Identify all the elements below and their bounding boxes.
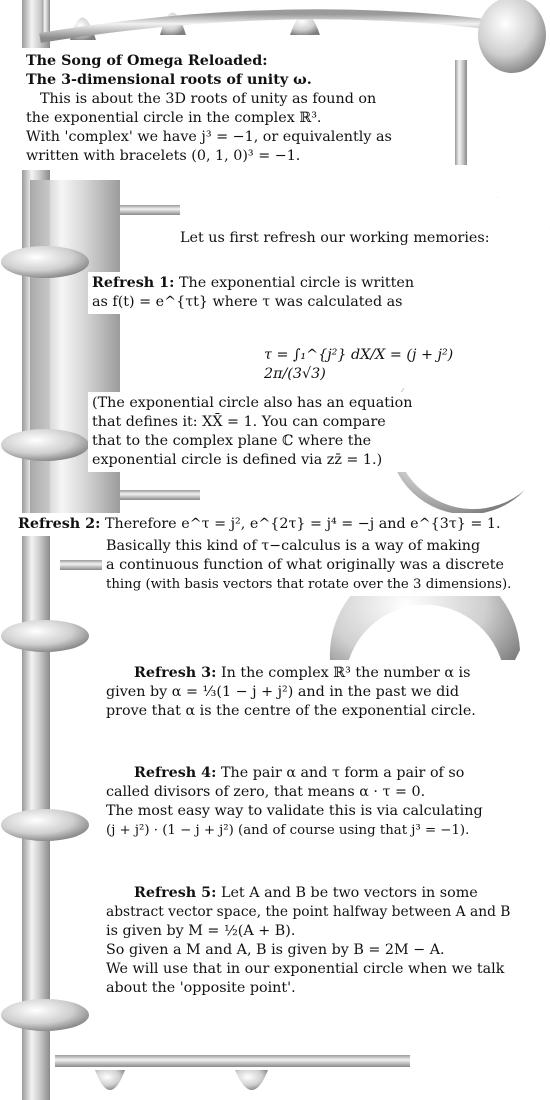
intro-line4: written with bracelets (0, 1, 0)³ = −1. [26, 148, 301, 164]
refresh1-formula-block [260, 328, 508, 388]
refresh4-line2: called divisors of zero, that means α · τ = 0. [106, 784, 426, 800]
refresh1-block [88, 272, 506, 314]
refresh3-label: Refresh 3: [134, 665, 217, 681]
refresh1-paren1: (The exponential circle also has an equation [92, 395, 413, 411]
page-title-line1: The Song of Omega Reloaded: [26, 53, 268, 69]
refresh2-line4: thing (with basis vectors that rotate over the 3 dimensions). [106, 577, 512, 592]
refresh4-line3: The most easy way to validate this is via calculating [106, 803, 483, 819]
refresh2-line1: Therefore e^τ = j², e^{2τ} = j⁴ = −j and e^{3τ} = 1. [104, 516, 501, 532]
refresh2-line2: Basically this kind of τ−calculus is a way of making [106, 538, 481, 554]
header-block [22, 48, 448, 170]
bottom-bar-shape [55, 1055, 410, 1067]
refresh5-line2: abstract vector space, the point halfway between A and B [106, 904, 511, 920]
refresh4-block [102, 760, 550, 844]
refresh1-paren4: exponential circle is defined via zz̄ = 1.) [92, 452, 383, 468]
refresh1-label: Refresh 1: [92, 275, 175, 291]
refresh2-label: Refresh 2: [18, 516, 101, 532]
refresh1-formula: τ = ∫₁^{j²} dX/X = (j + j²) 2π/(3√3) [264, 347, 454, 382]
refresh1-line1: The exponential circle is written [178, 275, 415, 291]
refresh4-line4: (j + j²) · (1 − j + j²) (and of course using that j³ = −1). [106, 823, 470, 838]
refresh5-line3: is given by M = ½(A + B). [106, 923, 296, 939]
refresh3-block [102, 660, 530, 725]
refresh3-line2: given by α = ⅓(1 − j + j²) and in the past we did [106, 684, 460, 700]
refresh2-cont-block [102, 535, 550, 596]
intro-line2: the exponential circle in the complex ℝ³. [26, 110, 322, 126]
page-title-line2: The 3-dimensional roots of unity ω. [26, 72, 312, 88]
refresh5-label: Refresh 5: [134, 885, 217, 901]
refresh1-paren3: that to the complex plane ℂ where the [92, 433, 372, 449]
refresh3-line1: In the complex ℝ³ the number α is [220, 665, 471, 681]
lead-text: Let us first refresh our working memories: [180, 230, 490, 246]
refresh2-block [14, 513, 550, 536]
intro-line3: With 'complex' we have j³ = −1, or equivalently as [26, 129, 392, 145]
refresh5-line5: We will use that in our exponential circle when we talk [106, 961, 505, 977]
refresh3-line3: prove that α is the centre of the exponential circle. [106, 703, 476, 719]
refresh5-line1: Let A and B be two vectors in some [220, 885, 478, 901]
refresh4-label: Refresh 4: [134, 765, 217, 781]
refresh5-line6: about the 'opposite point'. [106, 980, 296, 996]
refresh2-line3: a continuous function of what originally was a discrete [106, 557, 504, 573]
refresh5-line4: So given a M and A, B is given by B = 2M − A. [106, 942, 445, 958]
refresh1-paren2: that defines it: XX̄ = 1. You can compare [92, 414, 386, 430]
lead-block [176, 227, 504, 250]
refresh5-block [102, 880, 550, 1002]
refresh1-paren-block [88, 392, 426, 472]
refresh1-line2: as f(t) = e^{τt} where τ was calculated as [92, 294, 403, 310]
intro-line1: This is about the 3D roots of unity as found on [40, 91, 377, 107]
top-right-blob-shape [478, 0, 546, 73]
refresh4-line1: The pair α and τ form a pair of so [220, 765, 465, 781]
